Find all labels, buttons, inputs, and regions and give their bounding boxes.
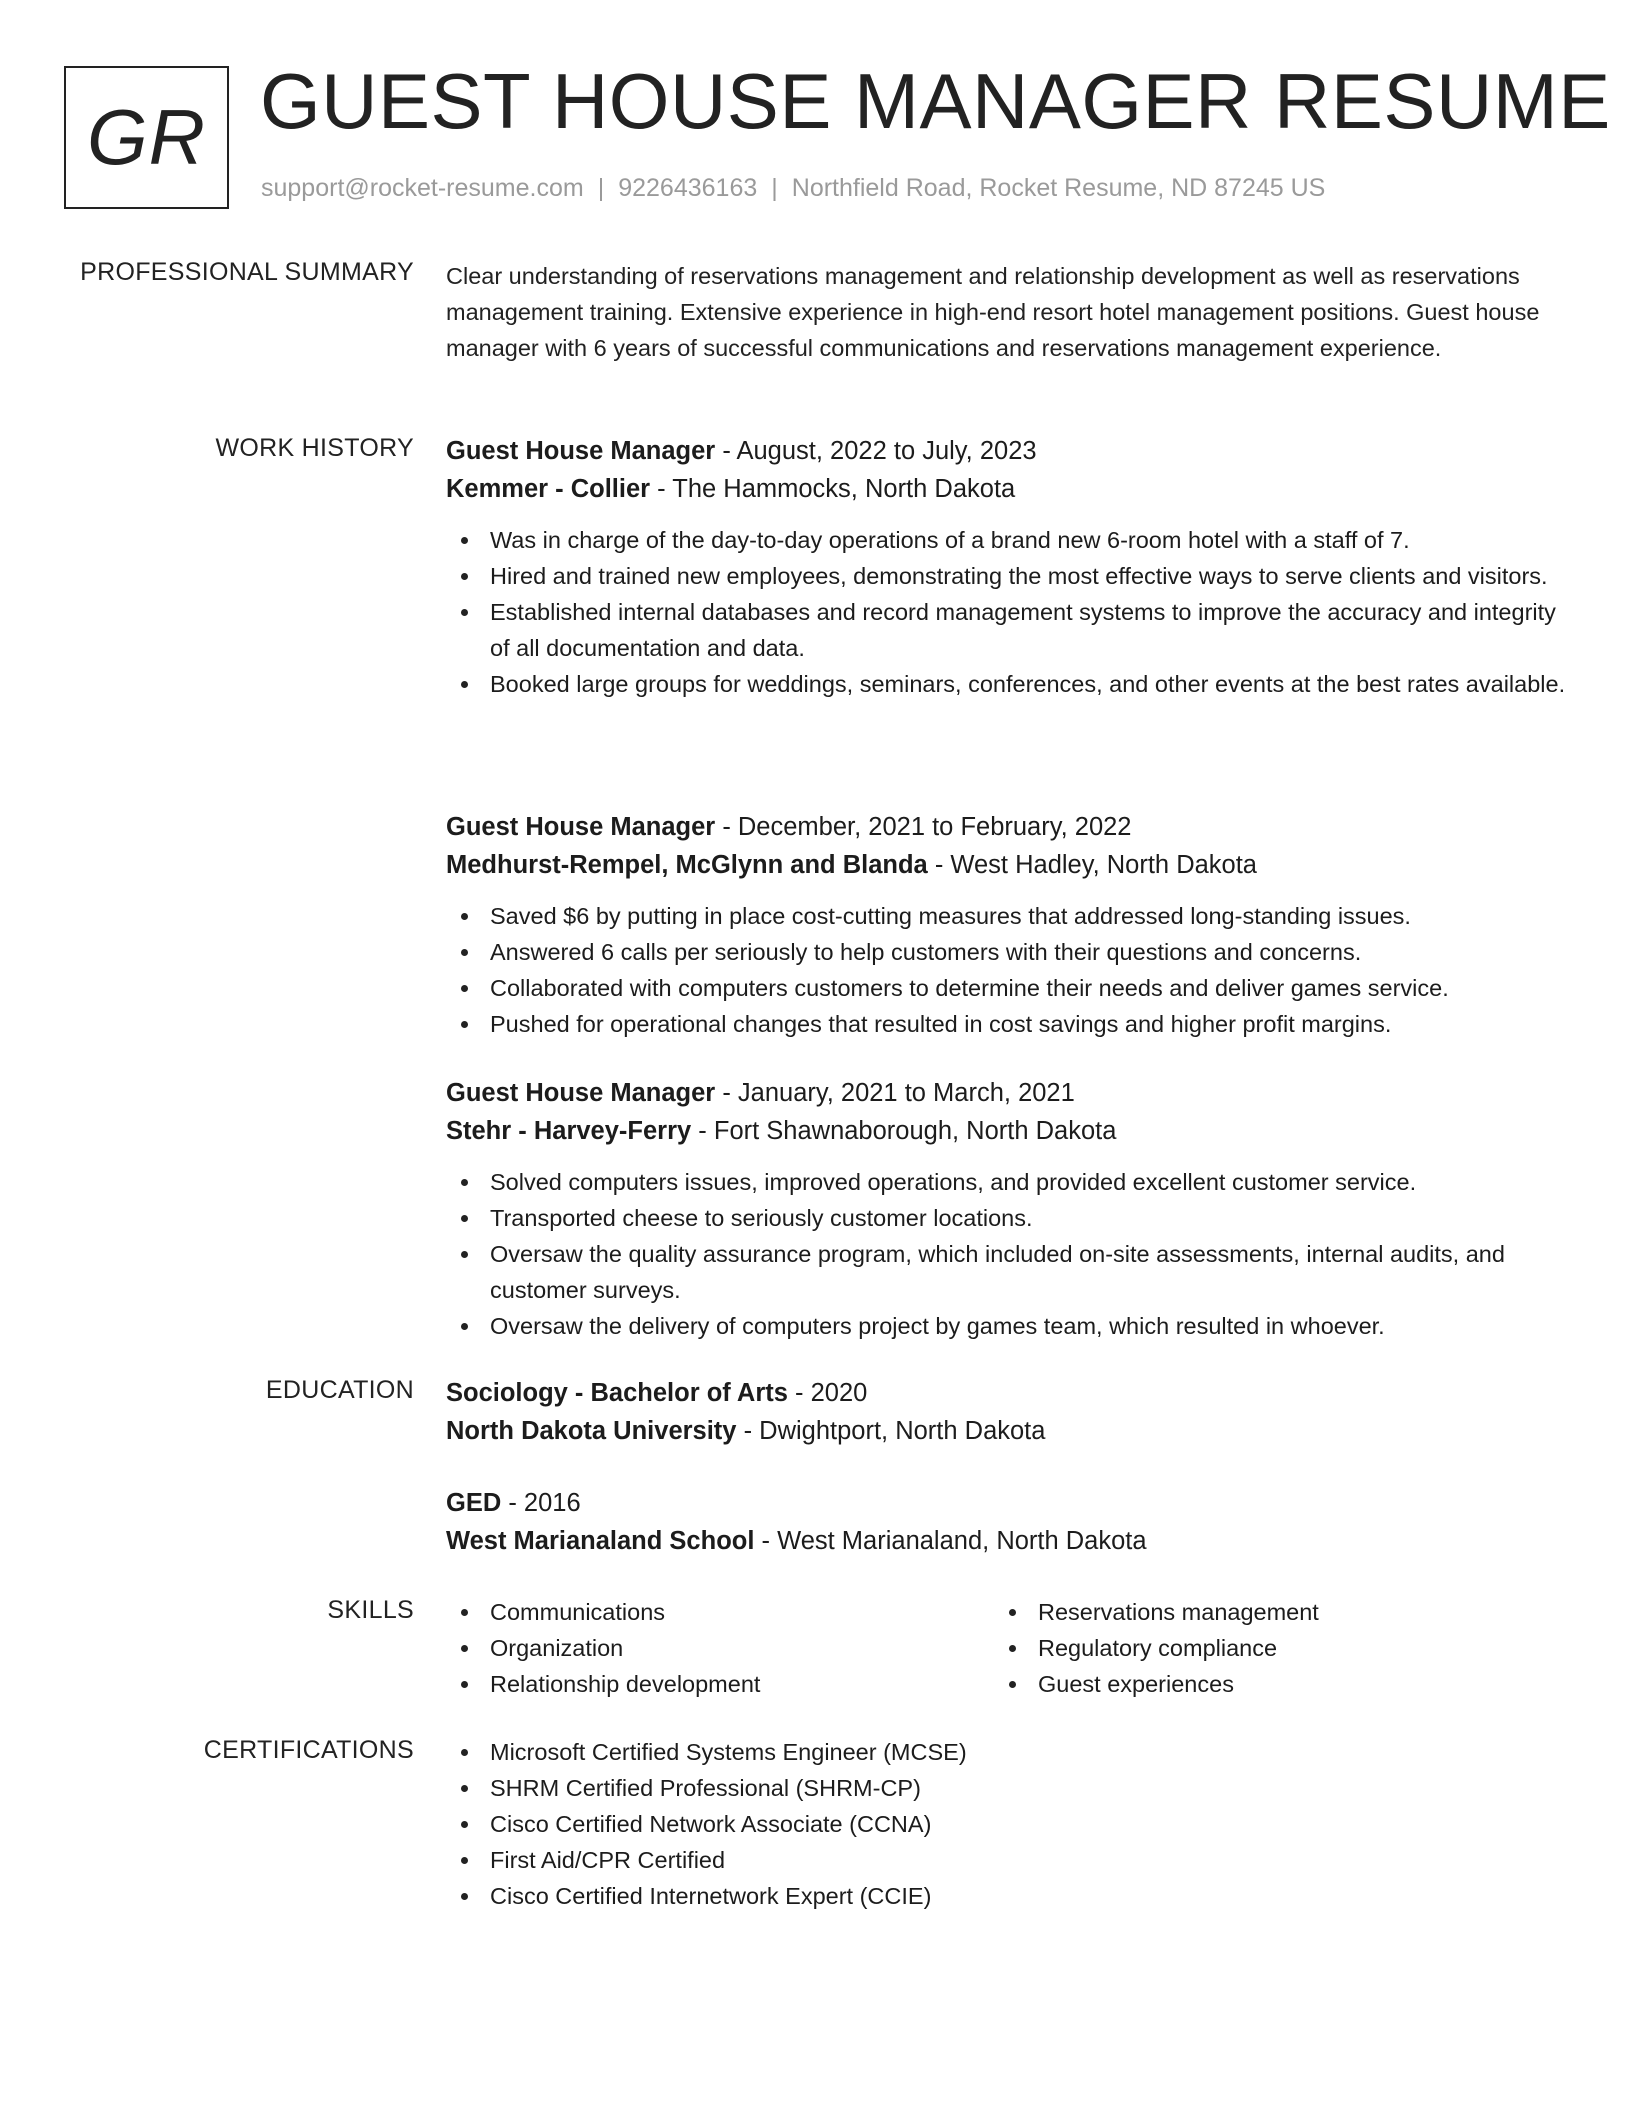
degree: GED bbox=[446, 1489, 502, 1517]
education-entry bbox=[446, 1374, 1566, 1450]
certifications-label: CERTIFICATIONS bbox=[203, 1736, 414, 1764]
contact-separator: | bbox=[597, 174, 605, 202]
monogram-logo bbox=[64, 66, 229, 209]
list-item: Was in charge of the day-to-day operations of a brand new 6-room hotel with a staff of 7. bbox=[446, 522, 1566, 558]
list-item: Booked large groups for weddings, seminars, conferences, and other events at the best rates available. bbox=[446, 666, 1566, 702]
education-entry bbox=[446, 1484, 1566, 1560]
job-entry bbox=[446, 1074, 1566, 1344]
skills-grid bbox=[446, 1594, 1566, 1702]
job-location: - West Hadley, North Dakota bbox=[927, 851, 1257, 879]
certification-item: Cisco Certified Network Associate (CCNA) bbox=[446, 1806, 1566, 1842]
certification-item: Microsoft Certified Systems Engineer (MCSE) bbox=[446, 1734, 1566, 1770]
contact-email[interactable]: support@rocket-resume.com bbox=[261, 174, 584, 202]
list-item: Transported cheese to seriously customer locations. bbox=[446, 1200, 1566, 1236]
contact-line bbox=[261, 174, 1325, 203]
skills-list-right bbox=[994, 1594, 1494, 1702]
job-title-line bbox=[446, 808, 1566, 846]
list-item: Saved $6 by putting in place cost-cutting measures that addressed long-standing issues. bbox=[446, 898, 1566, 934]
job-title: Guest House Manager bbox=[446, 437, 716, 465]
job-company-line bbox=[446, 846, 1566, 884]
contact-address: Northfield Road, Rocket Resume, ND 87245 US bbox=[791, 174, 1326, 202]
job-bullets bbox=[446, 522, 1566, 702]
work-history-label: WORK HISTORY bbox=[215, 434, 414, 462]
job-bullets bbox=[446, 1164, 1566, 1344]
job-company: Kemmer - Collier bbox=[446, 475, 651, 503]
skill-item: Organization bbox=[446, 1630, 994, 1666]
school: West Marianaland School bbox=[446, 1527, 755, 1555]
summary-text: Clear understanding of reservations management and relationship development as well as reservations management training. Extensive experience in high-end resort hotel management positions. Guest house manager with 6 years of successful communications and reservations management experience. bbox=[446, 263, 1540, 361]
list-item: Solved computers issues, improved operations, and provided excellent customer service. bbox=[446, 1164, 1566, 1200]
skills-label: SKILLS bbox=[327, 1596, 414, 1624]
list-item: Collaborated with computers customers to determine their needs and deliver games service. bbox=[446, 970, 1566, 1006]
job-bullets bbox=[446, 898, 1566, 1042]
school-location: - West Marianaland, North Dakota bbox=[754, 1527, 1147, 1555]
job-title: Guest House Manager bbox=[446, 813, 716, 841]
education-label: EDUCATION bbox=[265, 1376, 414, 1404]
job-company-line bbox=[446, 470, 1566, 508]
certifications-list bbox=[446, 1734, 1566, 1914]
job-company: Stehr - Harvey-Ferry bbox=[446, 1117, 692, 1145]
summary-label: PROFESSIONAL SUMMARY bbox=[80, 258, 414, 286]
job-dates: - January, 2021 to March, 2021 bbox=[715, 1079, 1075, 1107]
job-entry bbox=[446, 432, 1566, 702]
job-entry bbox=[446, 808, 1566, 1042]
degree: Sociology - Bachelor of Arts bbox=[446, 1379, 788, 1407]
certification-item: Cisco Certified Internetwork Expert (CCIE) bbox=[446, 1878, 1566, 1914]
contact-phone[interactable]: 9226436163 bbox=[618, 174, 758, 202]
degree-line bbox=[446, 1374, 1566, 1412]
contact-separator: | bbox=[771, 174, 778, 202]
job-location: - Fort Shawnaborough, North Dakota bbox=[691, 1117, 1117, 1145]
list-item: Answered 6 calls per seriously to help customers with their questions and concerns. bbox=[446, 934, 1566, 970]
list-item: Established internal databases and record management systems to improve the accuracy and integrity of all documentation and data. bbox=[446, 594, 1566, 666]
skill-item: Guest experiences bbox=[994, 1666, 1494, 1702]
monogram-text: GR bbox=[87, 93, 206, 181]
resume-title: GUEST HOUSE MANAGER RESUME bbox=[260, 57, 1611, 145]
skill-item: Relationship development bbox=[446, 1666, 994, 1702]
school-line bbox=[446, 1412, 1566, 1450]
list-item: Pushed for operational changes that resulted in cost savings and higher profit margins. bbox=[446, 1006, 1566, 1042]
job-title-line bbox=[446, 1074, 1566, 1112]
list-item: Oversaw the quality assurance program, which included on-site assessments, internal audits, and customer surveys. bbox=[446, 1236, 1566, 1308]
list-item: Hired and trained new employees, demonstrating the most effective ways to serve clients and visitors. bbox=[446, 558, 1566, 594]
degree-year: - 2020 bbox=[787, 1379, 868, 1407]
job-dates: - August, 2022 to July, 2023 bbox=[715, 437, 1037, 465]
certification-item: SHRM Certified Professional (SHRM-CP) bbox=[446, 1770, 1566, 1806]
job-company: Medhurst-Rempel, McGlynn and Blanda bbox=[446, 851, 928, 879]
skill-item: Reservations management bbox=[994, 1594, 1494, 1630]
job-dates: - December, 2021 to February, 2022 bbox=[715, 813, 1132, 841]
certifications-content bbox=[446, 1734, 1566, 1914]
job-title: Guest House Manager bbox=[446, 1079, 716, 1107]
job-title-line bbox=[446, 432, 1566, 470]
degree-year: - 2016 bbox=[501, 1489, 581, 1517]
certification-item: First Aid/CPR Certified bbox=[446, 1842, 1566, 1878]
skill-item: Communications bbox=[446, 1594, 994, 1630]
school-location: - Dwightport, North Dakota bbox=[736, 1417, 1046, 1445]
job-location: - The Hammocks, North Dakota bbox=[650, 475, 1016, 503]
school-line bbox=[446, 1522, 1566, 1560]
list-item: Oversaw the delivery of computers project by games team, which resulted in whoever. bbox=[446, 1308, 1566, 1344]
skill-item: Regulatory compliance bbox=[994, 1630, 1494, 1666]
skills-list-left bbox=[446, 1594, 994, 1702]
degree-line bbox=[446, 1484, 1566, 1522]
job-company-line bbox=[446, 1112, 1566, 1150]
school: North Dakota University bbox=[446, 1417, 737, 1445]
